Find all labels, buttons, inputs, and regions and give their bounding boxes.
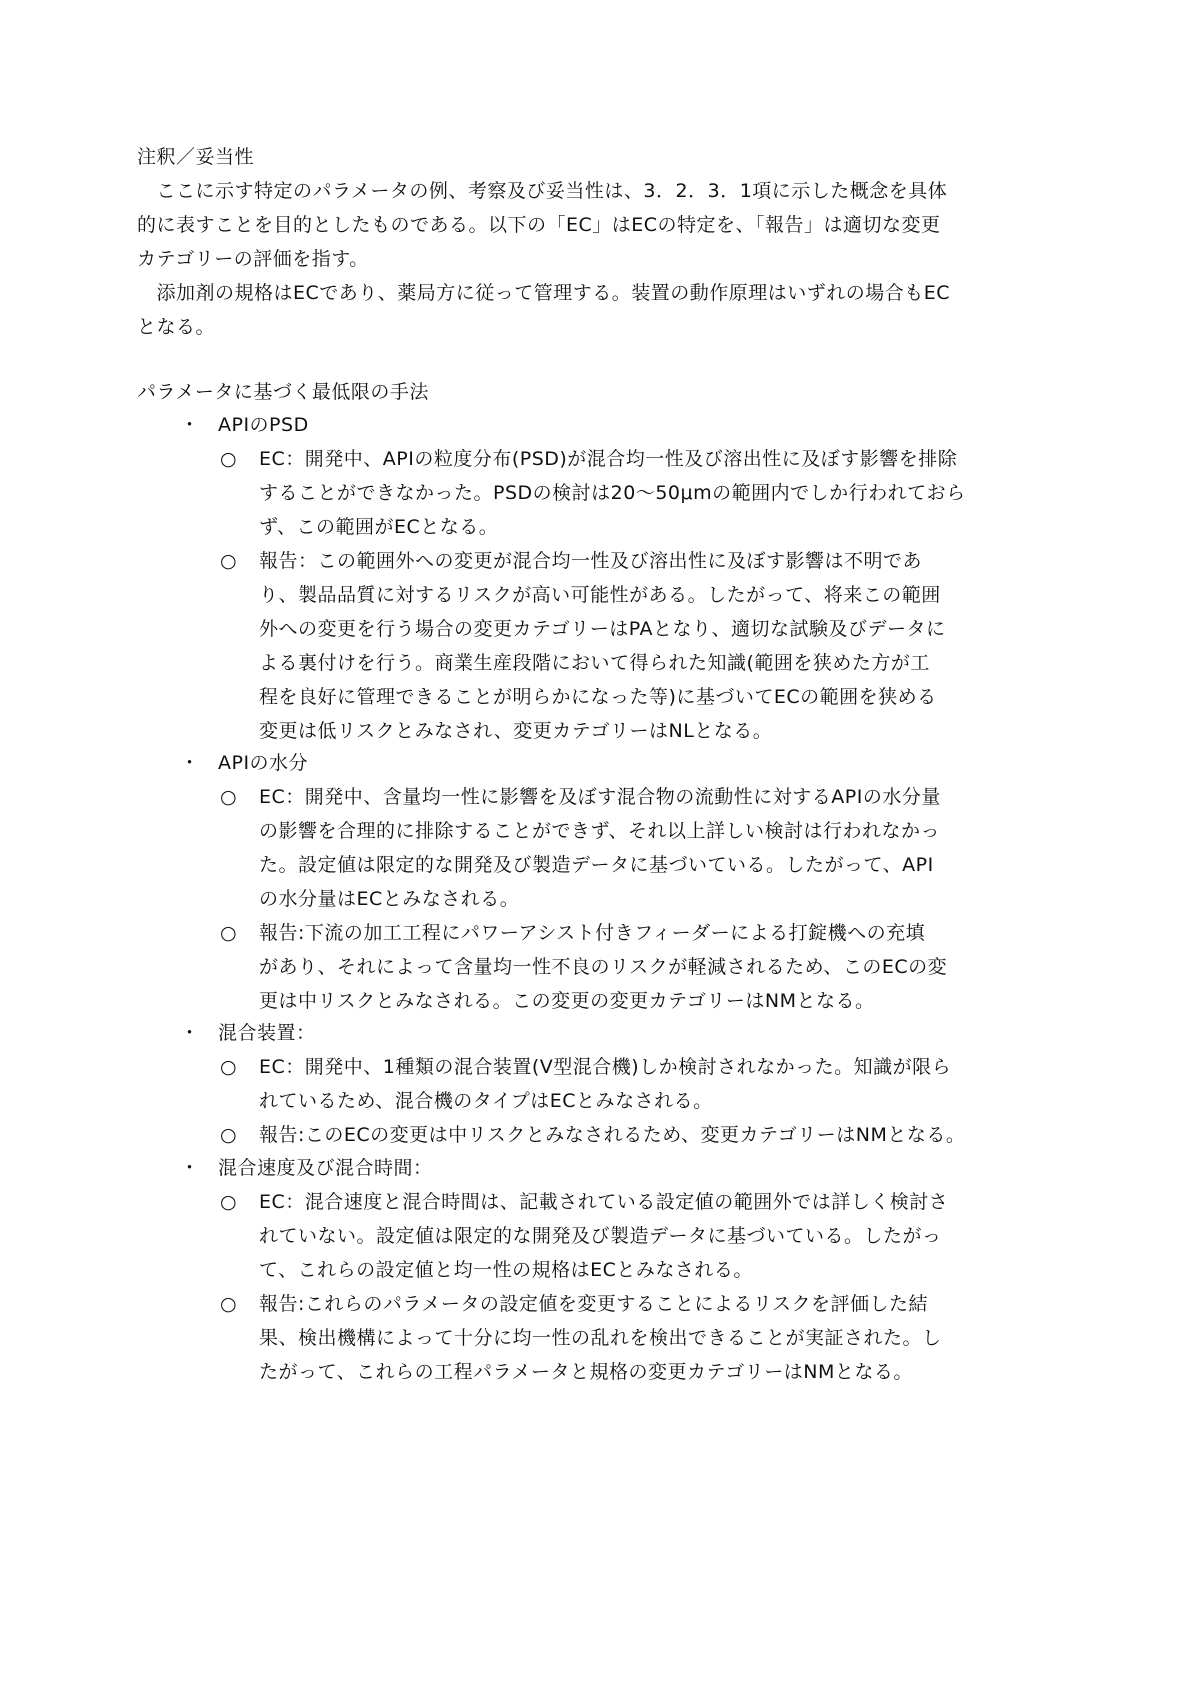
circle-bullet-icon: ○: [220, 1191, 237, 1213]
text-line: 外への変更を行う場合の変更カテゴリーはPAとなり、適切な試験及びデータに: [259, 618, 946, 640]
text-line: となる。: [137, 316, 216, 338]
text-line: た。設定値は限定的な開発及び製造データに基づいている。したがって、API: [259, 854, 934, 876]
list-item-title: 混合速度及び混合時間：: [218, 1157, 433, 1179]
list-item-title: APIの水分: [218, 752, 309, 774]
text-line: 更は中リスクとみなされる。この変更の変更カテゴリーはNMとなる。: [259, 990, 875, 1012]
text-line: EC：開発中、1種類の混合装置(V型混合機)しか検討されなかった。知識が限ら: [259, 1056, 952, 1078]
text-line: EC：開発中、含量均一性に影響を及ぼす混合物の流動性に対するAPIの水分量: [259, 786, 941, 808]
text-line: 果、検出機構によって十分に均一性の乱れを検出できることが実証された。し: [259, 1327, 942, 1349]
circle-bullet-icon: ○: [220, 448, 237, 470]
bullet-icon: ・: [180, 752, 200, 774]
circle-bullet-icon: ○: [220, 1056, 237, 1078]
text-line: れているため、混合機のタイプはECとみなされる。: [259, 1090, 713, 1112]
section-heading-minimal-approach: パラメータに基づく最低限の手法: [137, 381, 429, 403]
circle-bullet-icon: ○: [220, 550, 237, 572]
bullet-icon: ・: [180, 1022, 200, 1044]
text-line: ここに示す特定のパラメータの例、考察及び妥当性は、3．2．3．1項に示した概念を具体: [137, 180, 948, 202]
text-line: があり、それによって含量均一性不良のリスクが軽減されるため、このECの変: [259, 956, 948, 978]
circle-bullet-icon: ○: [220, 1293, 237, 1315]
text-line: EC：開発中、APIの粒度分布(PSD)が混合均一性及び溶出性に及ぼす影響を排除: [259, 448, 958, 470]
list-item-title: APIのPSD: [218, 414, 309, 436]
text-line: EC：混合速度と混合時間は、記載されている設定値の範囲外では詳しく検討さ: [259, 1191, 949, 1213]
text-line: 報告:これらのパラメータの設定値を変更することによるリスクを評価した結: [259, 1293, 928, 1315]
text-line: 報告:このECの変更は中リスクとみなされるため、変更カテゴリーはNMとなる。: [259, 1124, 966, 1146]
text-line: よる裏付けを行う。商業生産段階において得られた知識(範囲を狭めた方が工: [259, 652, 930, 674]
text-line: 程を良好に管理できることが明らかになった等)に基づいてECの範囲を狭める: [259, 686, 937, 708]
text-line: 報告:下流の加工工程にパワーアシスト付きフィーダーによる打錠機への充填: [259, 922, 926, 944]
text-line: ず、この範囲がECとなる。: [259, 516, 499, 538]
text-line: て、これらの設定値と均一性の規格はECとみなされる。: [259, 1259, 753, 1281]
text-line: り、製品品質に対するリスクが高い可能性がある。したがって、将来この範囲: [259, 584, 941, 606]
circle-bullet-icon: ○: [220, 1124, 237, 1146]
text-line: れていない。設定値は限定的な開発及び製造データに基づいている。したがっ: [259, 1225, 942, 1247]
text-line: することができなかった。PSDの検討は20～50μmの範囲内でしか行われておら: [259, 482, 966, 504]
text-line: 添加剤の規格はECであり、薬局方に従って管理する。装置の動作原理はいずれの場合もEC: [137, 282, 951, 304]
text-line: 報告：この範囲外への変更が混合均一性及び溶出性に及ぼす影響は不明であ: [259, 550, 923, 572]
text-line: の水分量はECとみなされる。: [259, 888, 520, 910]
text-line: 変更は低リスクとみなされ、変更カテゴリーはNLとなる。: [259, 720, 773, 742]
circle-bullet-icon: ○: [220, 922, 237, 944]
bullet-icon: ・: [180, 414, 200, 436]
text-line: の影響を合理的に排除することができず、それ以上詳しい検討は行われなかっ: [259, 820, 940, 842]
bullet-icon: ・: [180, 1157, 200, 1179]
list-item-title: 混合装置：: [218, 1022, 316, 1044]
text-line: カテゴリーの評価を指す。: [137, 248, 369, 270]
section-heading-notes: 注釈／妥当性: [137, 146, 255, 168]
text-line: 的に表すことを目的としたものである。以下の「EC」はECの特定を、「報告」は適切な変更: [137, 214, 941, 236]
text-line: たがって、これらの工程パラメータと規格の変更カテゴリーはNMとなる。: [259, 1361, 913, 1383]
circle-bullet-icon: ○: [220, 786, 237, 808]
